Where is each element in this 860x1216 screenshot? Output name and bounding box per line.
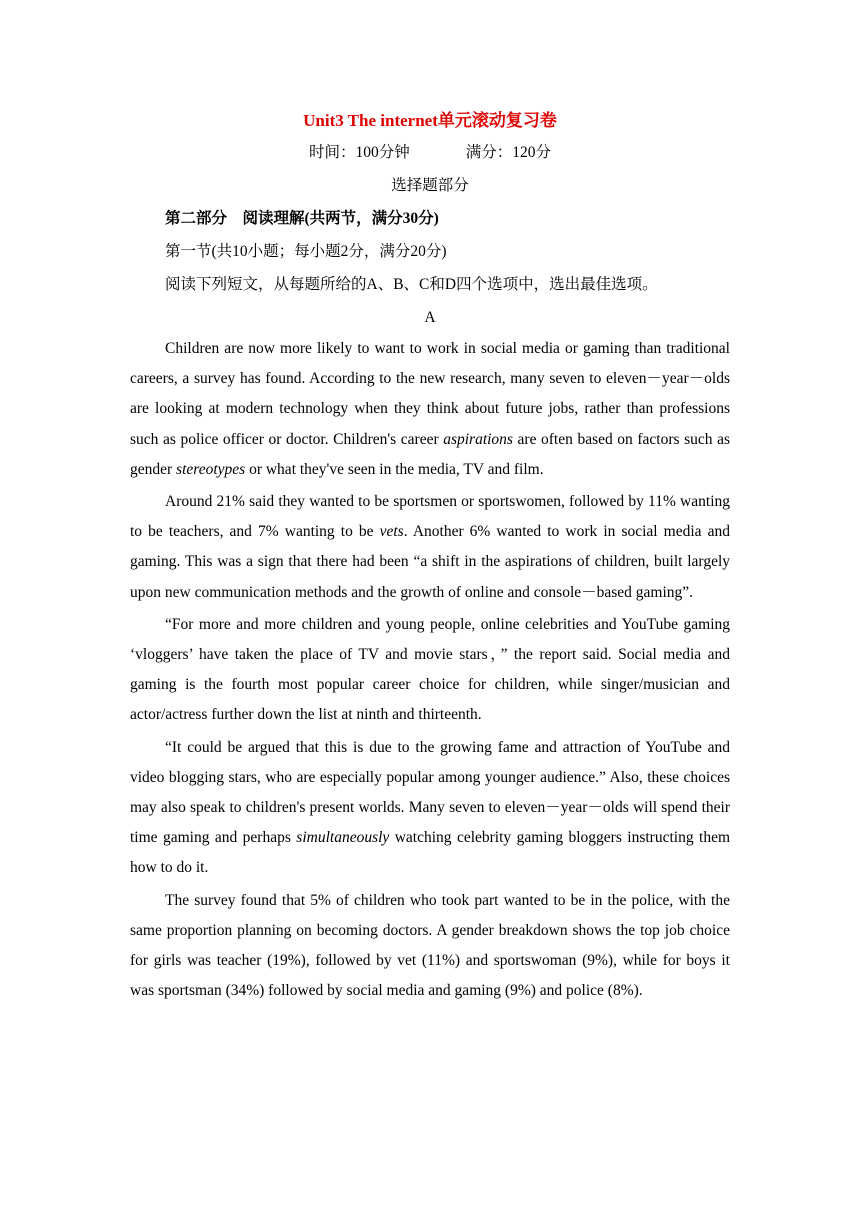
document-title: Unit3 The internet单元滚动复习卷	[303, 111, 557, 130]
document-content	[130, 106, 730, 1006]
paragraph-text: Around 21% said they wanted to be sportsmen or sportswomen, followed by 11% wanting to be teachers, and 7% wanting to be	[130, 493, 730, 541]
paragraph-text: or what they've seen in the media, TV and film.	[245, 460, 544, 478]
passage-paragraph	[130, 733, 730, 884]
paragraph-text: Children are now more likely to want to work in social media or gaming than traditional careers, a survey has found. According to the new research, many seven to eleven－year－olds are looking at modern technology when they think about future jobs, rather than professions such as police officer or doctor. Children's career	[130, 340, 730, 448]
subsection-heading: 第一节(共10小题；每小题2分，满分20分)	[165, 243, 447, 260]
italic-term: aspirations	[443, 430, 513, 448]
section-title: 选择题部分	[391, 177, 469, 194]
exam-time: 时间：100分钟	[308, 144, 410, 161]
paragraph-text: . Another 6% wanted to work in social media and gaming. This was a sign that there had been “a shift in the aspirations of children, built largely upon new communication methods and the growth of online and console－based gaming”.	[130, 523, 731, 601]
passage-label: A	[424, 309, 436, 326]
passage-paragraph	[130, 886, 730, 1007]
paragraph-text: “It could be argued that this is due to the growing fame and attraction of YouTube and video blogging stars, who are especially popular among younger audience.” Also, these choices may also speak to children's present worlds. Many seven to eleven－year－olds will spend their time gaming and perhaps	[130, 738, 730, 847]
exam-score: 满分：120分	[465, 144, 552, 161]
exam-meta	[130, 136, 730, 169]
part-heading: 第二部分 阅读理解(共两节，满分30分)	[165, 210, 439, 227]
passage-paragraph	[130, 487, 730, 608]
instruction-text: 阅读下列短文，从每题所给的A、B、C和D四个选项中，选出最佳选项。	[165, 276, 658, 293]
passage-body	[130, 334, 730, 1006]
paragraph-text: are often based on factors such as gender	[130, 430, 730, 478]
italic-term: simultaneously	[296, 829, 390, 847]
paragraph-text: watching celebrity gaming bloggers instructing them how to do it.	[130, 829, 730, 877]
paragraph-text: The survey found that 5% of children who took part wanted to be in the police, with the same proportion planning on becoming doctors. A gender breakdown shows the top job choice for girls was teacher (19%), followed by vet (11%) and sportswoman (9%), while for boys it was sportsman (34%) followed by social media and gaming (9%) and police (8%).	[130, 891, 730, 1000]
italic-term: stereotypes	[176, 460, 246, 478]
passage-paragraph	[130, 334, 730, 485]
paragraph-text: “For more and more children and young people, online celebrities and YouTube gaming ‘vloggers’ have taken the place of TV and movie stars，” the report said. Social media and gaming is the fourth most popular career choice for children, while singer/musician and actor/actress further down the list at ninth and thirteenth.	[130, 615, 730, 724]
italic-term: vets	[379, 523, 404, 541]
passage-paragraph	[130, 610, 730, 731]
